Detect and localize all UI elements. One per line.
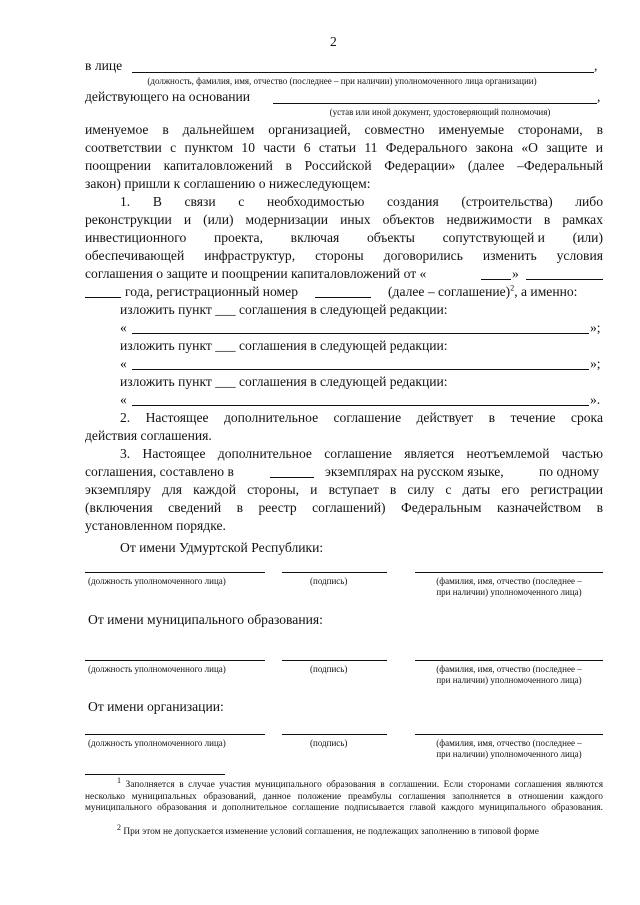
signature-line: [282, 734, 387, 735]
position-line: [85, 734, 265, 735]
clause3-line3: экземпляру для каждой стороны, и вступает в силу с даты его регистрации: [85, 482, 603, 497]
representative-caption: (должность, фамилия, имя, отчество (последнее – при наличии) уполномоченного лица организации): [147, 76, 537, 86]
reg-number-blank: [315, 297, 371, 298]
clause1-line3: [85, 230, 603, 246]
footnote-1: [85, 775, 604, 815]
basis-caption: (устав или иной документ, удостоверяющий полномочия): [329, 107, 551, 117]
name-caption-line: (фамилия, имя, отчество (последнее –: [436, 664, 582, 674]
preamble-line: закон) пришли к соглашению о нижеследующем:: [85, 176, 371, 191]
footnote-2: [117, 822, 603, 839]
word: с: [238, 194, 245, 209]
quote-open: «: [120, 392, 127, 407]
position-line: [85, 572, 265, 573]
clause3-line2c: по одному: [539, 464, 600, 479]
word: создания: [387, 194, 439, 209]
signature-heading: От имени муниципального образования:: [88, 612, 323, 627]
name-caption-line: при наличии) уполномоченного лица): [436, 587, 582, 597]
word: сопутствующей и: [442, 230, 545, 245]
position-line: [85, 660, 265, 661]
quote-end: »;: [590, 320, 601, 335]
word: В: [152, 194, 162, 209]
signature-heading: От имени организации:: [88, 699, 224, 714]
amend-text-blank: [132, 405, 589, 406]
clause3-line2a: соглашения, составлено в: [85, 464, 234, 479]
name-caption-line: при наличии) уполномоченного лица): [436, 675, 582, 685]
clause3-line1: 3. Настоящее дополнительное соглашение является неотъемлемой частью: [120, 446, 603, 461]
clause1-line2: реконструкции и (или) модернизации иных объектов недвижимости в рамках: [85, 212, 603, 227]
preamble-line: именуемое в дальнейшем организацией, совместно именуемые сторонами, в: [85, 122, 603, 137]
clause1-line5: соглашения о защите и поощрении капиталовложений от «: [85, 266, 427, 281]
position-caption: (должность уполномоченного лица): [88, 664, 226, 674]
name-caption: [415, 576, 603, 598]
name-caption-line: при наличии) уполномоченного лица): [436, 749, 582, 759]
namely-text: , а именно:: [514, 284, 578, 299]
signature-caption: (подпись): [310, 576, 348, 586]
quote-end: ».: [590, 392, 601, 407]
footnote-mark: 1: [117, 775, 121, 785]
page-number: 2: [330, 34, 337, 49]
year-regnum-text: года, регистрационный номер: [125, 284, 298, 299]
footnote-text: Заполняется в случае участия муниципального образования в соглашении. Если сторонами соглашения являются несколько муниципальных образований, данное положение преамбулы соглашения заполняется в отношении каждого муниципального образования и дополнительное соглашение подписывается главой каждого муниципального образования.: [85, 780, 604, 813]
comma: ,: [597, 89, 601, 104]
clause3-line4: (включения сведений в реестр соглашений) Федеральным казначейством в: [85, 500, 603, 515]
word: 1.: [120, 194, 131, 209]
name-caption: [415, 664, 603, 686]
date-month-blank: [526, 279, 603, 280]
signature-caption: (подпись): [310, 664, 348, 674]
position-caption: (должность уполномоченного лица): [88, 576, 226, 586]
word: объекты: [366, 230, 415, 245]
representative-blank: [132, 72, 594, 73]
amend-item: изложить пункт ___ соглашения в следующей редакции:: [120, 374, 448, 389]
footnote-ref: 2: [510, 283, 515, 293]
signature-caption: (подпись): [310, 738, 348, 748]
name-line: [415, 734, 603, 735]
name-caption-line: (фамилия, имя, отчество (последнее –: [436, 576, 582, 586]
footnote-separator: [85, 774, 225, 775]
amend-text-blank: [132, 333, 589, 334]
comma: ,: [594, 58, 598, 73]
quote-end: »;: [590, 356, 601, 371]
clause2-line1: 2. Настоящее дополнительное соглашение действует в течение срока: [120, 410, 603, 425]
in-person-label: в лице: [85, 58, 123, 73]
name-line: [415, 572, 603, 573]
name-caption: [415, 738, 603, 760]
word: включая: [290, 230, 340, 245]
word: (или): [572, 230, 603, 245]
copies-count-blank: [270, 477, 314, 478]
clause3-line5: установленном порядке.: [85, 518, 226, 533]
signature-heading: От имени Удмуртской Республики:: [120, 540, 324, 555]
clause3-line2b: экземплярах на русском языке,: [325, 464, 504, 479]
clause1-line1: [120, 194, 603, 210]
defined-term: (далее – соглашение): [388, 284, 511, 299]
word: связи: [184, 194, 216, 209]
position-caption: (должность уполномоченного лица): [88, 738, 226, 748]
footnote-text: При этом не допускается изменение условий соглашения, не подлежащих заполнению в типовой форме: [123, 827, 539, 837]
word: необходимостью: [266, 194, 365, 209]
clause2-line2: действия соглашения.: [85, 428, 212, 443]
signature-line: [282, 660, 387, 661]
word: (строительства): [461, 194, 553, 209]
preamble-line: соответствии с пунктом 10 части 6 статьи 11 Федерального закона «О защите и: [85, 140, 603, 155]
amend-text-blank: [132, 369, 589, 370]
acting-basis-label: действующего на основании: [85, 89, 251, 104]
name-line: [415, 660, 603, 661]
basis-blank: [273, 103, 597, 104]
word: инвестиционного: [85, 230, 187, 245]
clause1-line4: обеспечивающей инфраструктур, стороны договорились изменить условия: [85, 248, 603, 263]
date-year-blank: [85, 297, 121, 298]
amend-item: изложить пункт ___ соглашения в следующей редакции:: [120, 338, 448, 353]
amend-item: изложить пункт ___ соглашения в следующей редакции:: [120, 302, 448, 317]
name-caption-line: (фамилия, имя, отчество (последнее –: [436, 738, 582, 748]
preamble-line: поощрении капиталовложений в Российской Федерации» (далее –Федеральный: [85, 158, 603, 173]
word: либо: [575, 194, 603, 209]
date-day-blank: [481, 279, 511, 280]
word: проекта,: [213, 230, 263, 245]
quote-open: «: [120, 356, 127, 371]
clause1-line6-end: [388, 284, 577, 300]
quote-open: «: [120, 320, 127, 335]
quote-close: »: [512, 266, 519, 281]
footnote-mark: 2: [117, 822, 121, 832]
signature-line: [282, 572, 387, 573]
